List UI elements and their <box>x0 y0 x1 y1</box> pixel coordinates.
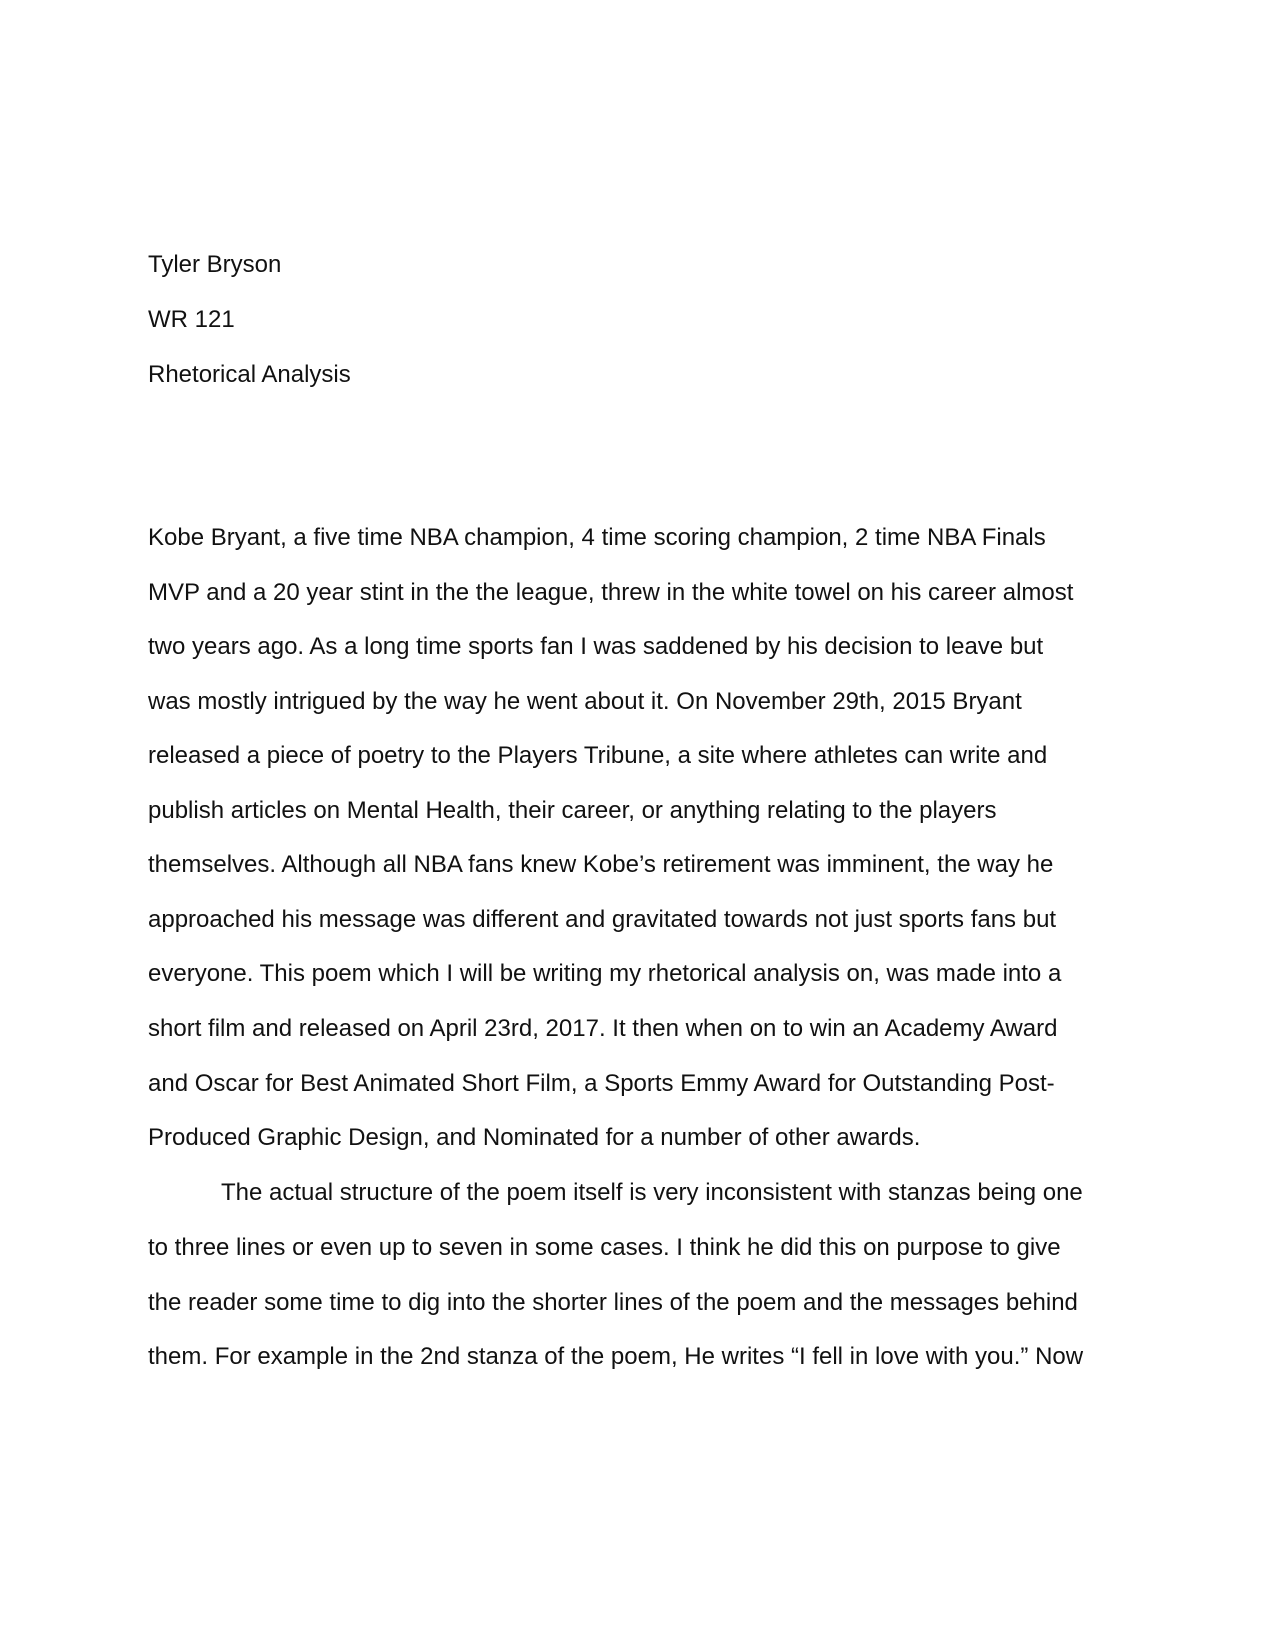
paragraph-1-line: two years ago. As a long time sports fan I was saddened by his decision to leave but <box>148 633 1044 660</box>
paragraph-1-line: approached his message was different and gravitated towards not just sports fans but <box>148 906 1057 933</box>
author-name: Tyler Bryson <box>148 251 282 278</box>
paragraph-1-line: Produced Graphic Design, and Nominated for a number of other awards. <box>148 1124 921 1151</box>
course-code: WR 121 <box>148 306 235 333</box>
paragraph-1-line: short film and released on April 23rd, 2017. It then when on to win an Academy Award <box>148 1015 1058 1042</box>
assignment-title: Rhetorical Analysis <box>148 361 351 388</box>
paragraph-1-line: themselves. Although all NBA fans knew Kobe’s retirement was imminent, the way he <box>148 851 1054 878</box>
paragraph-1-line: Kobe Bryant, a five time NBA champion, 4 time scoring champion, 2 time NBA Finals <box>148 524 1046 551</box>
paragraph-1-line: and Oscar for Best Animated Short Film, a Sports Emmy Award for Outstanding Post- <box>148 1070 1055 1097</box>
paragraph-1-line: publish articles on Mental Health, their career, or anything relating to the players <box>148 797 997 824</box>
paragraph-1-line: everyone. This poem which I will be writing my rhetorical analysis on, was made into a <box>148 960 1062 987</box>
paragraph-1-line: MVP and a 20 year stint in the the league, threw in the white towel on his career almost <box>148 579 1074 606</box>
paragraph-2-line: them. For example in the 2nd stanza of the poem, He writes “I fell in love with you.” Now <box>148 1343 1084 1370</box>
paragraph-2-line: the reader some time to dig into the shorter lines of the poem and the messages behind <box>148 1289 1078 1316</box>
paragraph-2-line: to three lines or even up to seven in some cases. I think he did this on purpose to give <box>148 1234 1061 1261</box>
paragraph-2-line: The actual structure of the poem itself is very inconsistent with stanzas being one <box>221 1179 1083 1206</box>
paragraph-1-line: released a piece of poetry to the Players Tribune, a site where athletes can write and <box>148 742 1048 769</box>
paragraph-1-line: was mostly intrigued by the way he went about it. On November 29th, 2015 Bryant <box>148 688 1022 715</box>
